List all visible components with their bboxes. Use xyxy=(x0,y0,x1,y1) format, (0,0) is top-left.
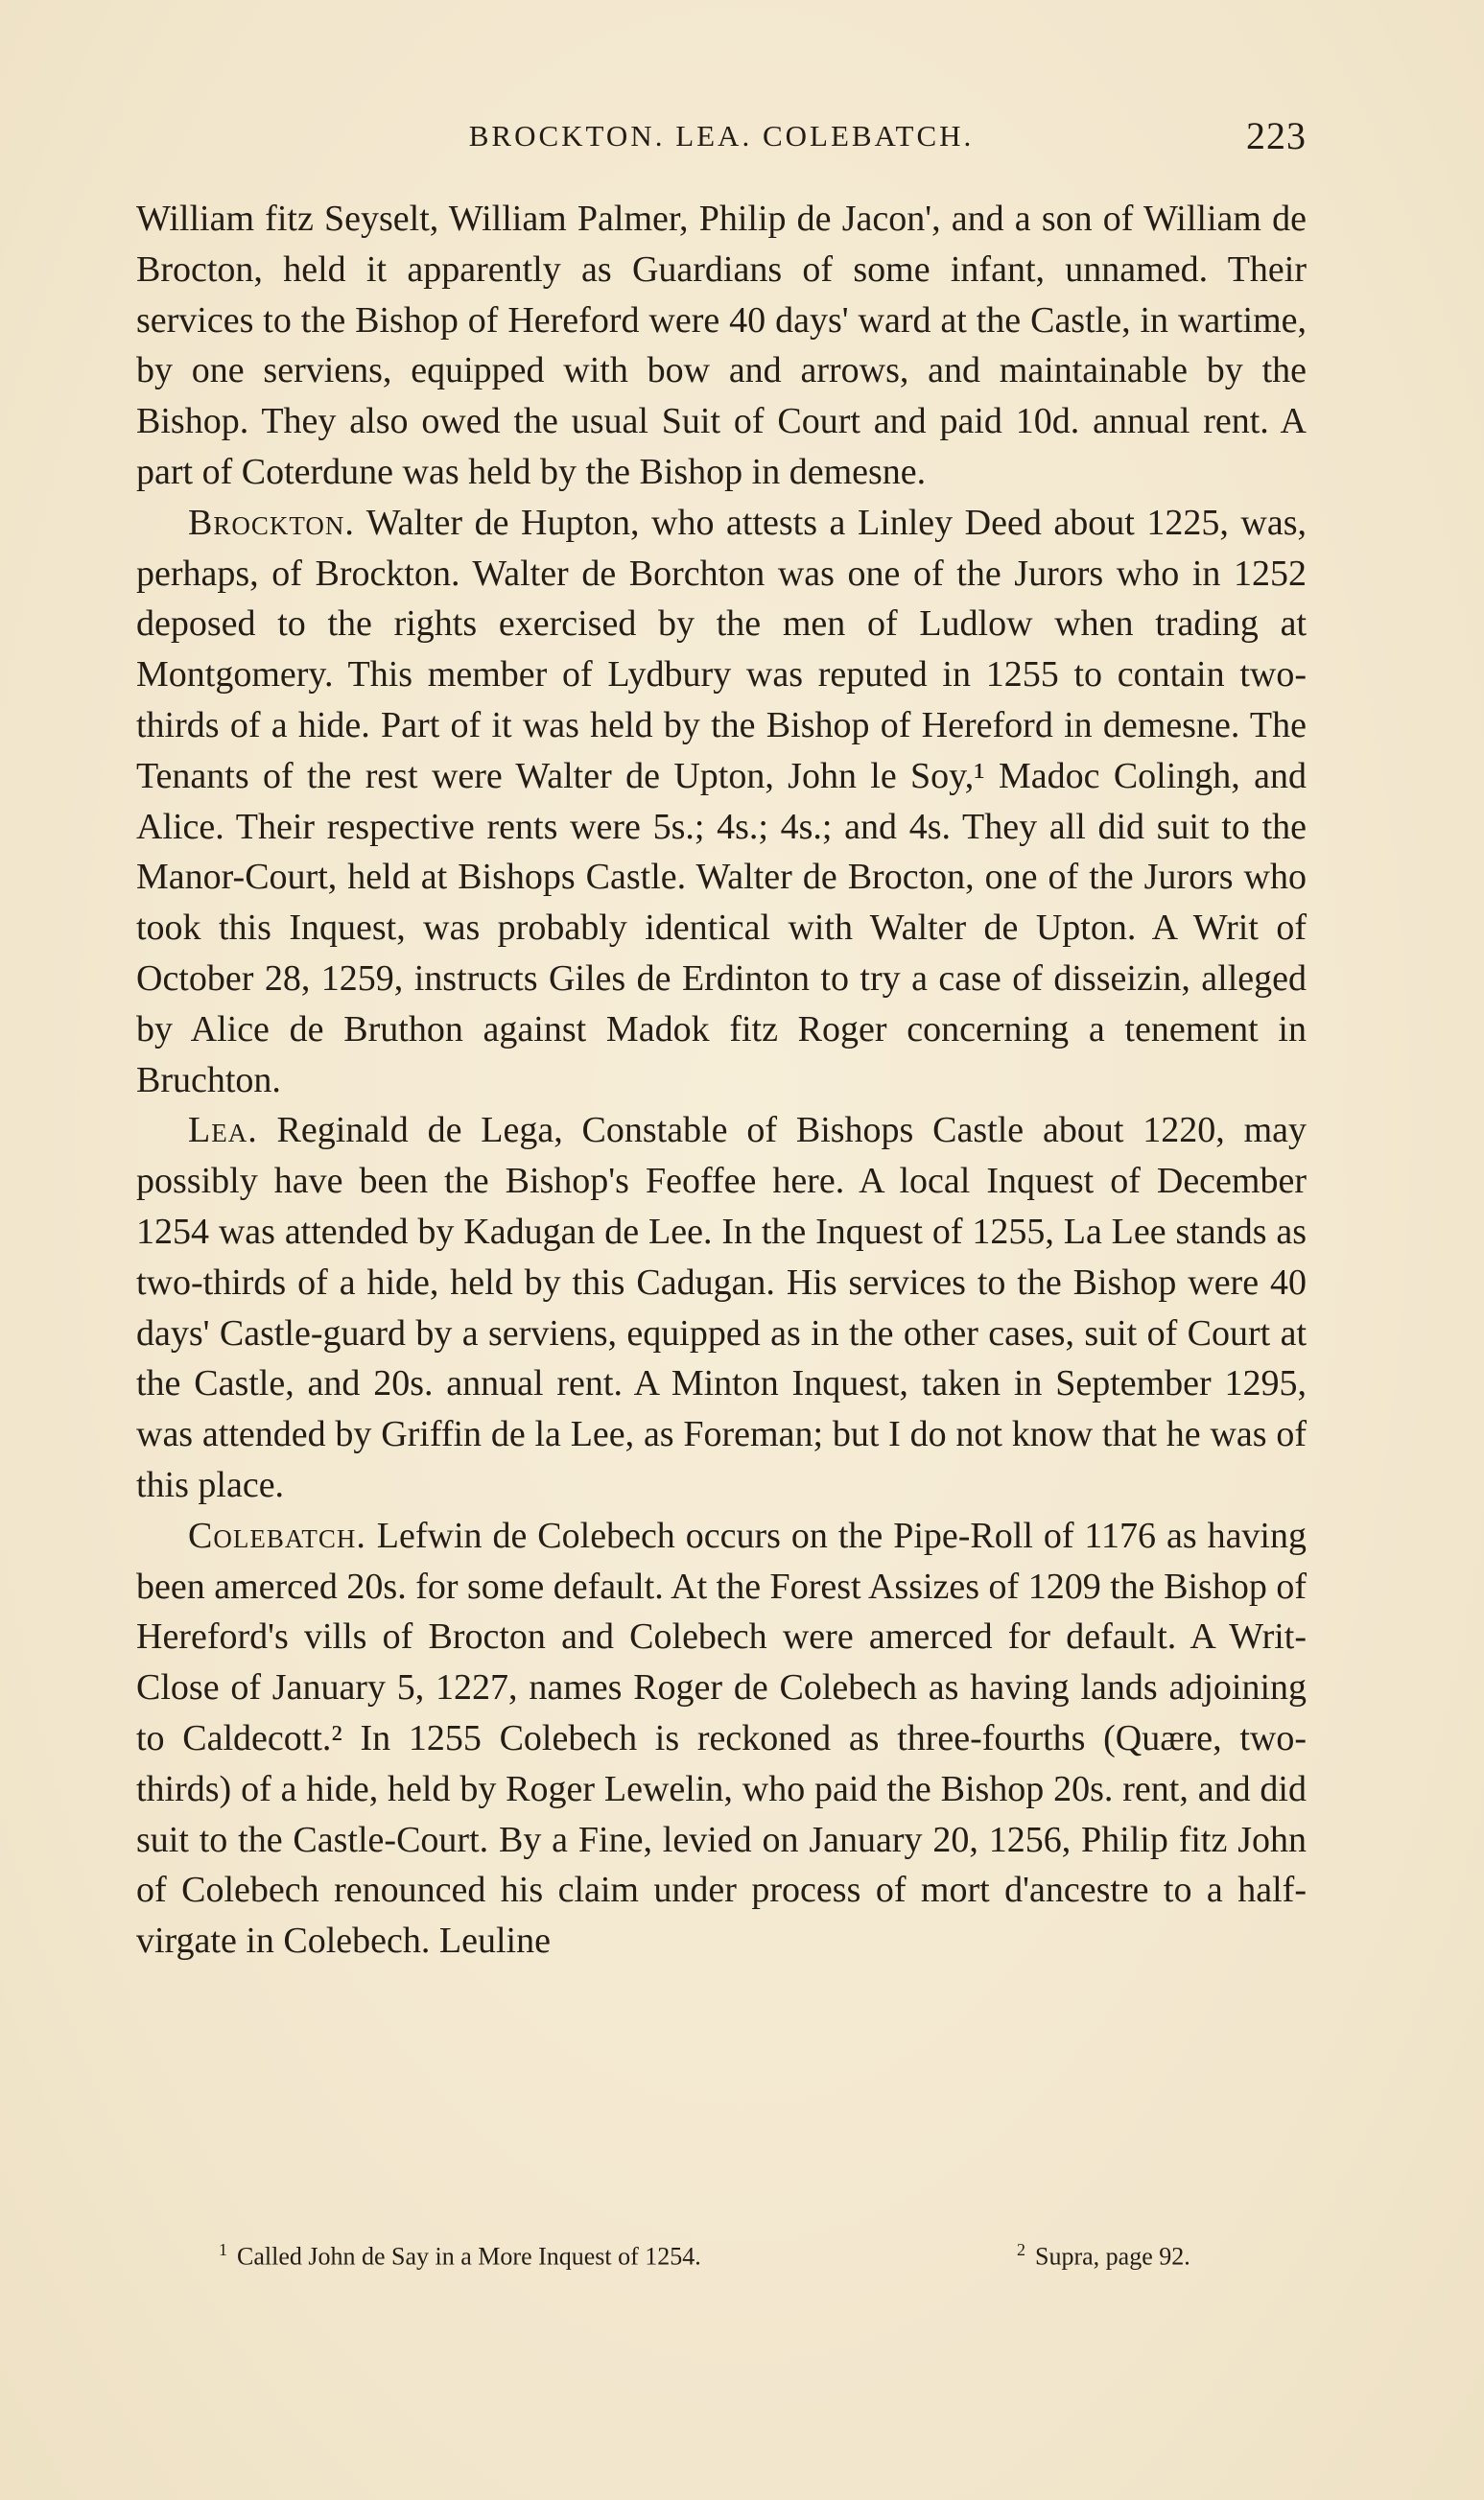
paragraph-text: Walter de Hupton, who attests a Linley Deed about 1225, was, perhaps, of Brockton. Walter de Borchton was one of the Jurors who in 1252 deposed to the rights exercised by the men of Ludlow when trading at Montgomery. This member of Lydbury was reputed in 1255 to contain two-thirds of a hide. Part of it was held by the Bishop of Hereford in demesne. The Tenants of the rest were Walter de Upton, John le Soy,¹ Madoc Colingh, and Alice. Their respective rents were 5s.; 4s.; 4s.; and 4s. They all did suit to the Manor-Court, held at Bishops Castle. Walter de Brocton, one of the Jurors who took this Inquest, was probably identical with Walter de Upton. A Writ of October 28, 1259, instructs Giles de Erdinton to try a case of disseizin, alleged by Alice de Bruthon against Madok fitz Roger concerning a tenement in Bruchton. xyxy=(136,502,1307,1100)
footnote-2 xyxy=(1017,2240,1190,2272)
paragraph-text: Reginald de Lega, Constable of Bishops Castle about 1220, may possibly have been the Bishop's Feoffee here. A local Inquest of December 1254 was attended by Kadugan de Lee. In the Inquest of 1255, La Lee stands as two-thirds of a hide, held by this Cadugan. His services to the Bishop were 40 days' Castle-guard by a serviens, equipped as in the other cases, suit of Court at the Castle, and 20s. annual rent. A Minton Inquest, taken in September 1295, was attended by Griffin de la Lee, as Foreman; but I do not know that he was of this place. xyxy=(136,1110,1307,1505)
section-lead-brockton: Brockton. xyxy=(188,502,355,543)
footnote-text: Called John de Say in a More Inquest of 1254. xyxy=(237,2242,701,2271)
footnote-text: Supra, page 92. xyxy=(1035,2242,1190,2271)
page-number: 223 xyxy=(1246,114,1307,157)
paragraph-lea xyxy=(136,1105,1307,1510)
footnote-1 xyxy=(219,2240,701,2272)
body-text xyxy=(136,194,1307,1967)
footnote-mark: 2 xyxy=(1017,2240,1025,2259)
footnote-mark: 1 xyxy=(219,2240,227,2259)
paragraph-brockton xyxy=(136,498,1307,1106)
paragraph-text: Lefwin de Colebech occurs on the Pipe-Roll of 1176 as having been amerced 20s. for some default. At the Forest Assizes of 1209 the Bishop of Hereford's vills of Brocton and Colebech were amerced for default. A Writ-Close of January 5, 1227, names Roger de Colebech as having lands adjoining to Caldecott.² In 1255 Colebech is reckoned as three-fourths (Quære, two-thirds) of a hide, held by Roger Lewelin, who paid the Bishop 20s. rent, and did suit to the Castle-Court. By a Fine, levied on January 20, 1256, Philip fitz John of Colebech renounced his claim under process of mort d'ancestre to a half-virgate in Colebech. Leuline xyxy=(136,1515,1307,1962)
footnotes xyxy=(219,2240,1236,2278)
running-title: BROCKTON. LEA. COLEBATCH. xyxy=(468,119,975,153)
paragraph-continuation xyxy=(136,194,1307,498)
section-lead-lea: Lea. xyxy=(188,1110,258,1151)
section-lead-colebatch: Colebatch. xyxy=(188,1515,366,1556)
running-head xyxy=(136,113,1307,171)
paragraph-text: William fitz Seyselt, William Palmer, Philip de Jacon', and a son of William de Brocton, held it apparently as Guardians of some infant, unnamed. Their services to the Bishop of Hereford were 40 days' ward at the Castle, in wartime, by one serviens, equipped with bow and arrows, and maintainable by the Bishop. They also owed the usual Suit of Court and paid 10d. annual rent. A part of Coterdune was held by the Bishop in demesne. xyxy=(136,199,1307,492)
paragraph-colebatch xyxy=(136,1511,1307,1967)
